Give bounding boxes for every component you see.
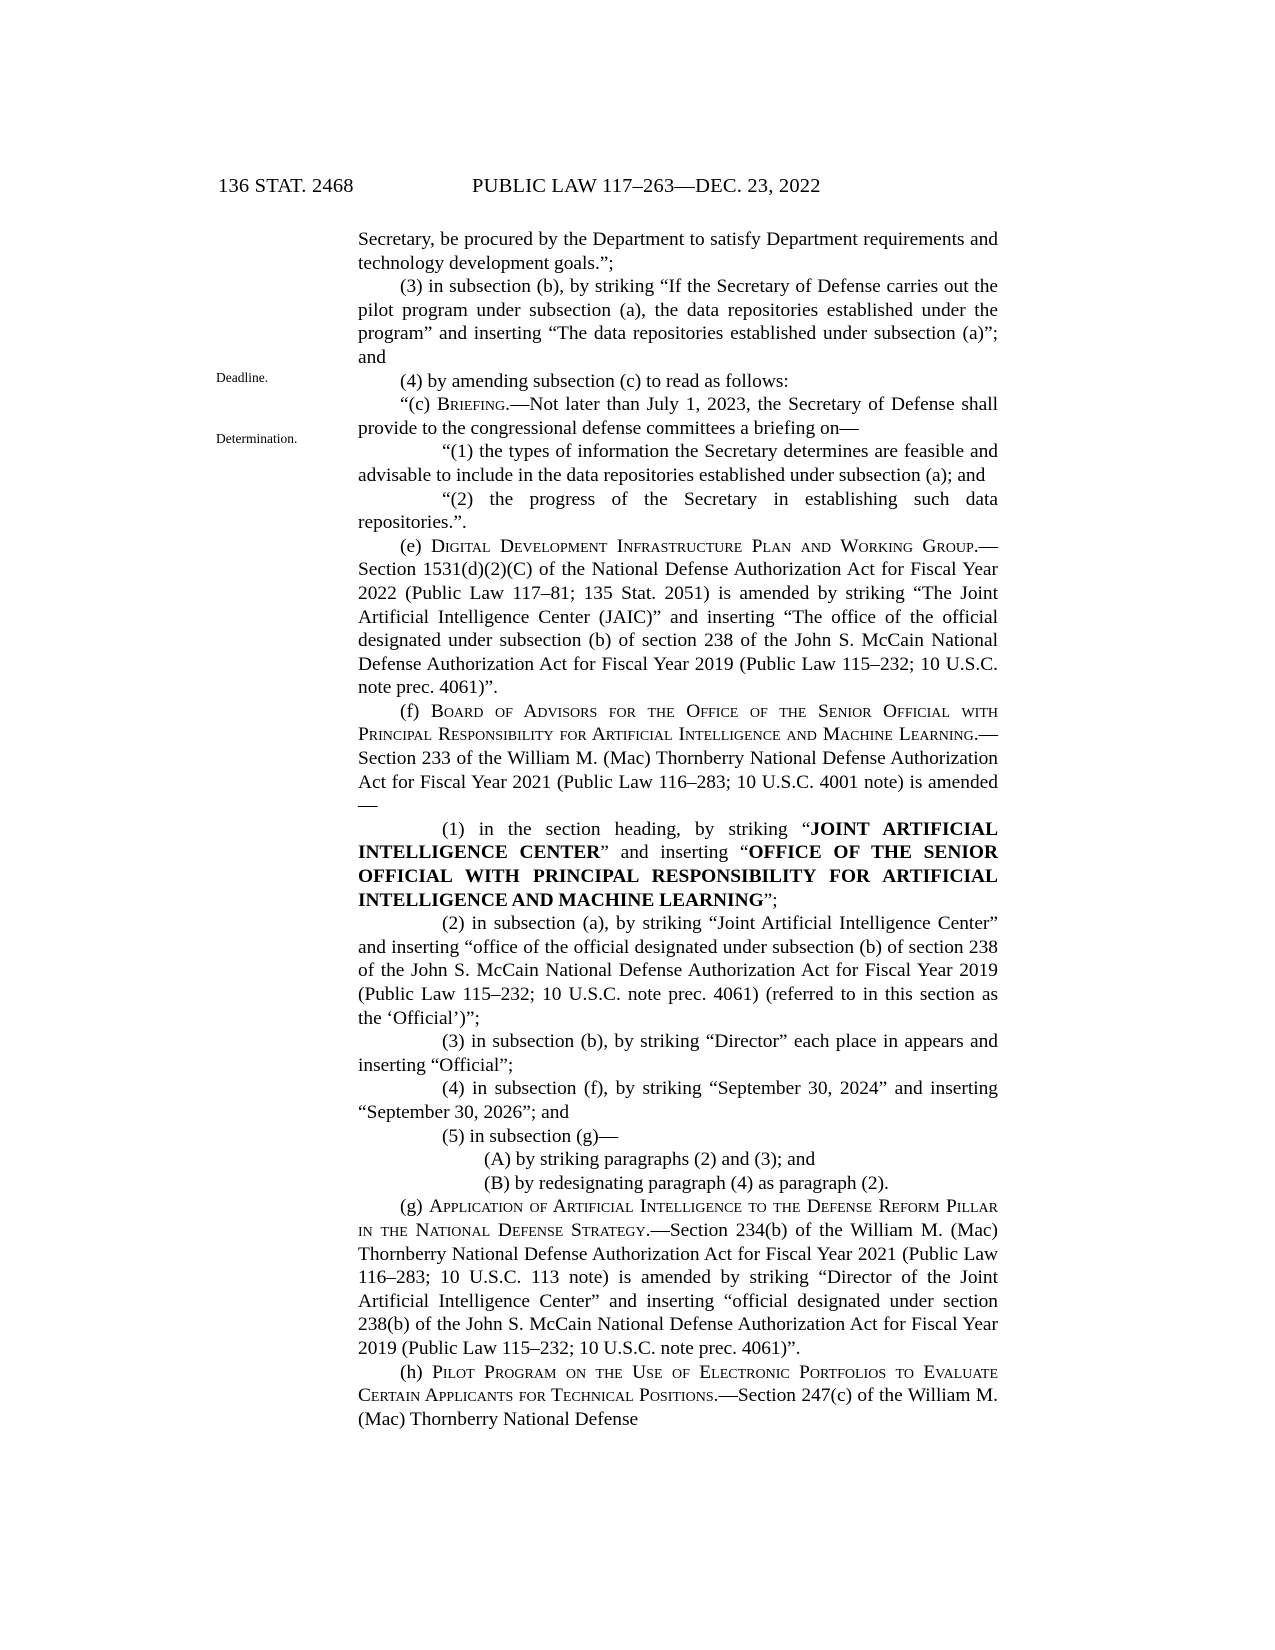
f1-text-b: ” and inserting “ [600,842,749,864]
margin-note-determination: Determination. [216,431,298,446]
paragraph-f-5-A: (A) by striking paragraphs (2) and (3); and [484,1149,816,1171]
subsection-g-heading: Application of Artificial Intelligence to the Defense Reform Pillar in the National Defense Strategy. [358,1196,999,1241]
paragraph-g [358,1195,998,1360]
paragraph-f [358,700,998,818]
paragraph-3: (3) in subsection (b), by striking “If the Secretary of Defense carries out the pilot program under subsection (a), the data repositories established under the program” and inserting “The data repositories established under subsection (a)”; and [358,276,998,368]
paragraph-briefing-2: “(2) the progress of the Secretary in establishing such data repositories.”. [358,488,998,534]
subsection-e-heading: Digital Development Infrastructure Plan and Working Group. [431,535,979,557]
subsection-g-text: —Section 234(b) of the William M. (Mac) Thornberry National Defense Authorization Act for Fiscal Year 2021 (Public Law 116–283; 10 U.S.C. 113 note) is amended by striking “Director of the Joint Artificial Intelligence Center” and inserting “official designated under section 238(b) of the John S. McCain National Defense Authorization Act for Fiscal Year 2019 (Public Law 115–232; 10 U.S.C. note prec. 4061)”. [358,1219,998,1359]
subsection-f-heading: Board of Advisors for the Office of the Senior Official with Principal Responsibility for Artificial Intelligence and Machine Learning. [358,700,998,746]
subsection-g-prefix: (g) [400,1196,429,1218]
page-header [0,175,1275,201]
f1-insert-heading: OFFICE OF THE SENIOR OFFICIAL WITH PRINCIPAL RESPONSIBILITY FOR ARTIFICIAL INTELLIGENCE AND MACHINE LEARNING [358,842,998,911]
briefing-text: —Not later than July 1, 2023, the Secretary of Defense shall provide to the congressional defense committees a briefing on— [358,394,998,439]
document-body [358,228,998,1431]
subsection-h-text: —Section 247(c) of the William M. (Mac) Thornberry National Defense [358,1385,998,1430]
paragraph-f-5-B: (B) by redesignating paragraph (4) as paragraph (2). [484,1172,889,1194]
paragraph-f-3: (3) in subsection (b), by striking “Director” each place in appears and inserting “Official”; [358,1031,998,1076]
statute-citation: 136 STAT. 2468 [218,175,354,197]
paragraph-4: (4) by amending subsection (c) to read as follows: [400,370,789,392]
briefing-heading: Briefing. [436,394,510,416]
paragraph-e [358,535,998,700]
subsection-f-prefix: (f) [400,700,431,722]
f1-text-c: ”; [763,889,778,911]
f1-strike-heading: JOINT ARTIFICIAL INTELLIGENCE CENTER [358,818,998,864]
paragraph-h [358,1361,998,1432]
subsection-e-text: —Section 1531(d)(2)(C) of the National Defense Authorization Act for Fiscal Year 2022 (Public Law 117–81; 135 Stat. 2051) is amended by striking “The Joint Artificial Intelligence Center (JAIC)” and inserting “The office of the official designated under subsection (b) of section 238 of the John S. McCain National Defense Authorization Act for Fiscal Year 2019 (Public Law 115–232; 10 U.S.C. note prec. 4061)”. [358,535,998,699]
subsection-f-text: —Section 233 of the William M. (Mac) Thornberry National Defense Authorization Act for Fiscal Year 2021 (Public Law 116–283; 10 U.S.C. 4001 note) is amended— [358,724,998,817]
paragraph-f-2: (2) in subsection (a), by striking “Joint Artificial Intelligence Center” and inserting “office of the official designated under subsection (b) of section 238 of the John S. McCain National Defense Authorization Act for Fiscal Year 2019 (Public Law 115–232; 10 U.S.C. note prec. 4061) (referred to in this section as the ‘Official’)”; [358,913,998,1029]
paragraph-f-1 [358,818,998,912]
paragraph-f-4: (4) in subsection (f), by striking “September 30, 2024” and inserting “September 30, 2026”; and [358,1078,998,1123]
briefing-prefix: “(c) [400,394,437,416]
subsection-h-heading: Pilot Program on the Use of Electronic Portfolios to Evaluate Certain Applicants for Technical Positions. [358,1361,998,1407]
subsection-e-prefix: (e) [400,535,431,557]
paragraph-f-5: (5) in subsection (g)— [442,1125,619,1147]
subsection-h-prefix: (h) [400,1361,433,1383]
margin-note-deadline: Deadline. [216,370,269,385]
f1-text-a: (1) in the section heading, by striking “ [442,818,811,840]
paragraph-continuation: Secretary, be procured by the Department to satisfy Department requirements and technology development goals.”; [358,229,998,274]
public-law-citation: PUBLIC LAW 117–263—DEC. 23, 2022 [472,175,821,197]
paragraph-briefing [358,393,998,440]
paragraph-briefing-1: “(1) the types of information the Secretary determines are feasible and advisable to include in the data repositories established under subsection (a); and [358,441,998,486]
